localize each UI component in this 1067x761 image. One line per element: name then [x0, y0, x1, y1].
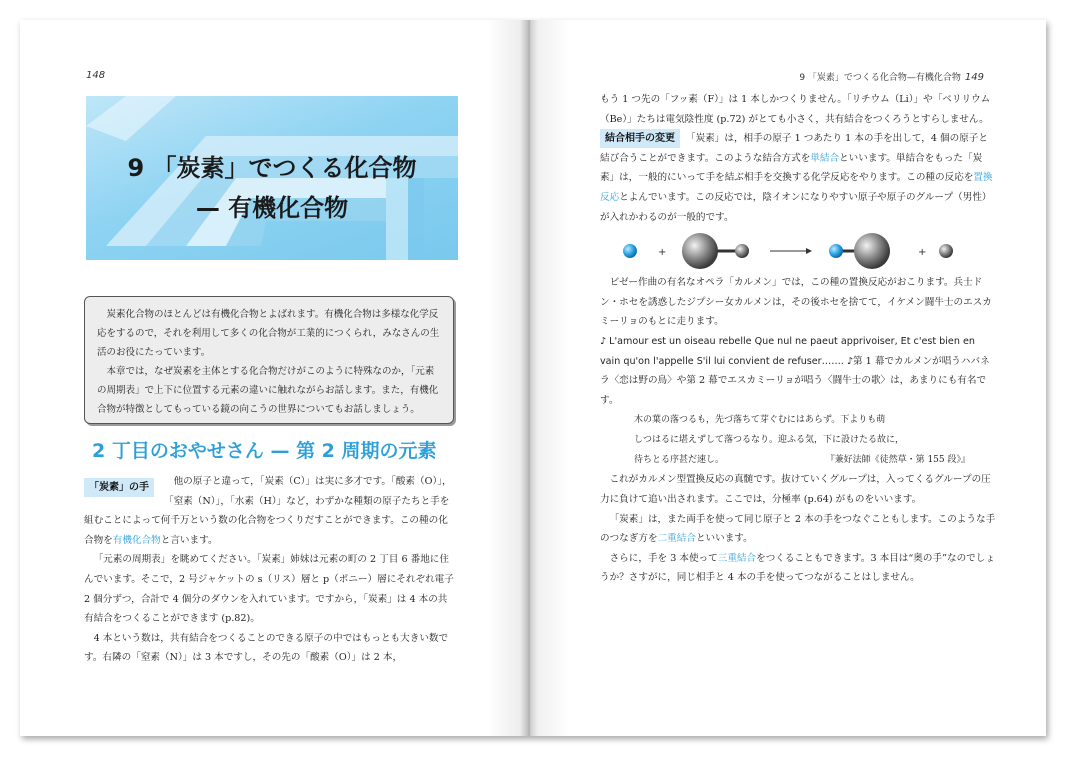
left-body-text: [84, 472, 456, 668]
right-p1-text-a: 「炭素」は，相手の原子 1 つあたり 1 本の手を出して，4 個の原子と結び合うことができます。このような結合方式を: [600, 133, 988, 164]
right-p3-text: 第 1 幕でカルメンが唱うハバネラ〈恋は野の鳥〉や第 2 幕でエスカミーリョが唱う〈闘牛士の歌〉は，あまりにも有名です。: [600, 355, 990, 406]
right-p5-text-a: 「炭素」は，また両手を使って同じ原子と 2 本の手をつなぐこともします。このような手のつなぎ方を: [600, 513, 996, 545]
right-p6-text-a: さらに，手を 3 本使って: [609, 552, 718, 564]
right-paragraph-6: [600, 549, 996, 588]
carbon-atom-right: [854, 233, 890, 269]
quote-line-3-wrap: [634, 450, 996, 470]
classical-quote: [600, 410, 996, 470]
running-head: [799, 70, 984, 83]
chapter-title-line2: — 有機化合物: [195, 194, 349, 222]
link-organic-compound[interactable]: 有機化合物: [112, 534, 161, 546]
left-page: [20, 20, 528, 736]
left-p1-end: と言います。: [160, 534, 218, 546]
side-label-carbon-hands: 「炭素」の手: [84, 478, 154, 497]
book-gutter: [520, 20, 538, 736]
chapter-title-line1: 9 「炭素」でつくる化合物: [127, 154, 417, 182]
section-title: 2 丁目のおやせさん — 第 2 周期の元素: [92, 440, 437, 462]
right-paragraph-3: [600, 332, 996, 410]
chapter-intro-box: [84, 296, 454, 424]
right-p1-text-b: といいます。単結合をもった「炭素」は，一般的にいって手を結ぶ相手を交換する化学反応をやります。この種の反応を: [600, 152, 983, 184]
quote-line-1: 木の葉の落つるも，先づ落ちて芽ぐむにはあらず。下よりも萌: [634, 415, 886, 426]
left-paragraph-3: 4 本という数は，共有結合をつくることのできる原子の中ではもっとも大きい数です。右隣の「窒素（N）」は 3 本ですし，その先の「酸素（O）」は 2 本，: [84, 632, 449, 664]
plus-sign-1: +: [658, 247, 667, 259]
book-spread: [20, 20, 1046, 736]
running-head-title: 9 「炭素」でつくる化合物—有機化合物: [799, 73, 961, 83]
link-double-bond[interactable]: 二重結合: [657, 533, 696, 545]
intro-paragraph-1: 炭素化合物のほとんどは有機化合物とよばれます。有機化合物は多様な化学反応をするので，それを利用して多くの化合物が工業的につくられ，みなさんの生活のお役にたっています。: [97, 309, 440, 358]
link-triple-bond[interactable]: 三重結合: [717, 552, 757, 564]
chapter-banner: [86, 96, 458, 260]
right-p6-text-b: をつくることもできます。3 本目は“奥の手”なのでしょうか？さすがに，同じ相手と 4 本の手を使ってつながることはしません。: [600, 552, 995, 584]
right-body-text: [600, 90, 996, 588]
left-paragraph-2: 「元素の周期表」を眺めてください。「炭素」姉妹は元素の町の 2 丁目 6 番地に住んでいます。そこで，2 号ジャケットの s（リス）層と p（ポニー）層にそれぞれ電子 2 個分ずつ，合計で 4 個分のダウンを入れています。ですから，「炭素」は 4 本の共有結合をつくることができます (p.82)。: [84, 554, 454, 625]
plus-sign-2: +: [918, 247, 927, 259]
link-single-bond[interactable]: 単結合: [810, 152, 840, 164]
right-paragraph-5: [600, 510, 996, 549]
leaving-group-atom: [735, 244, 749, 258]
intro-paragraph-2: 本章では，なぜ炭素を主体とする化合物だけがこのように特殊なのか，「元素の周期表」で上下に位置する元素の違いに触れながらお話します。また，有機化合物が特徴としてもっている鏡の向こうの世界についてもお話しましょう。: [97, 366, 439, 415]
right-p1-text-c: とよんでいます。この反応では，陰イオンになりやすい原子や原子のグループ（男性）が入れかわるのが一般的です。: [600, 191, 992, 223]
quote-source: 『兼好法師《徒然草・第 155 段》』: [825, 455, 970, 466]
right-paragraph-0: もう 1 つ先の「フッ素（F）」は 1 本しかつくりません。「リチウム（Li）」や「ベリリウム（Be）」たちは電気陰性度 (p.72) がとても小さく，共有結合をつくろうとすらしません。: [600, 94, 991, 125]
quote-line-3: 待ちとる序甚だ速し。: [634, 455, 725, 466]
right-paragraph-1: [600, 129, 996, 227]
right-page: [528, 20, 1046, 736]
habanera-lyrics: ♪ L'amour est un oiseau rebelle Que nul ne paeut apprivoiser, Et c'est bien en vain qu'on l'appelle S'il lui convient de refuser……. ♪: [600, 335, 975, 367]
quote-line-2: しつはるに堪えずして落つるなり。迎ふる気，下に設けたる故に，: [634, 435, 905, 446]
side-label-partner-change: 結合相手の変更: [600, 129, 680, 148]
right-p5-text-b: といいます。: [695, 533, 753, 545]
attached-group-atom: [829, 244, 843, 258]
substitution-reaction-diagram: [600, 231, 996, 271]
carbon-atom-left: [682, 233, 718, 269]
right-paragraph-4: これがカルメン型置換反応の真髄です。抜けていくグループは，入ってくるグループの圧力に負けて追い出されます。ここでは，分極率 (p.64) がものをいいます。: [600, 474, 991, 505]
right-page-number: 149: [964, 72, 984, 83]
link-substitution-reaction[interactable]: 置換反応: [600, 172, 993, 203]
right-paragraph-2: ビゼー作曲の有名なオペラ「カルメン」では，この種の置換反応がおこります。兵士ドン・ホセを誘惑したジプシー女カルメンは，その後ホセを捨てて，イケメン闘牛士のエスカミーリョのもとに走ります。: [600, 277, 992, 328]
left-page-number: 148: [86, 70, 106, 81]
left-p1-text: 他の原子と違って，「炭素（C）」は実に多才です。「酸素（O）」，「窒素（N）」，「水素（H）」など，わずかな種類の原子たちと手を組むことによって何千万という数の化合物をつくりだすことができます。この種の化合物を: [84, 476, 452, 546]
expelled-group-atom: [939, 244, 953, 258]
incoming-group-atom: [623, 244, 637, 258]
